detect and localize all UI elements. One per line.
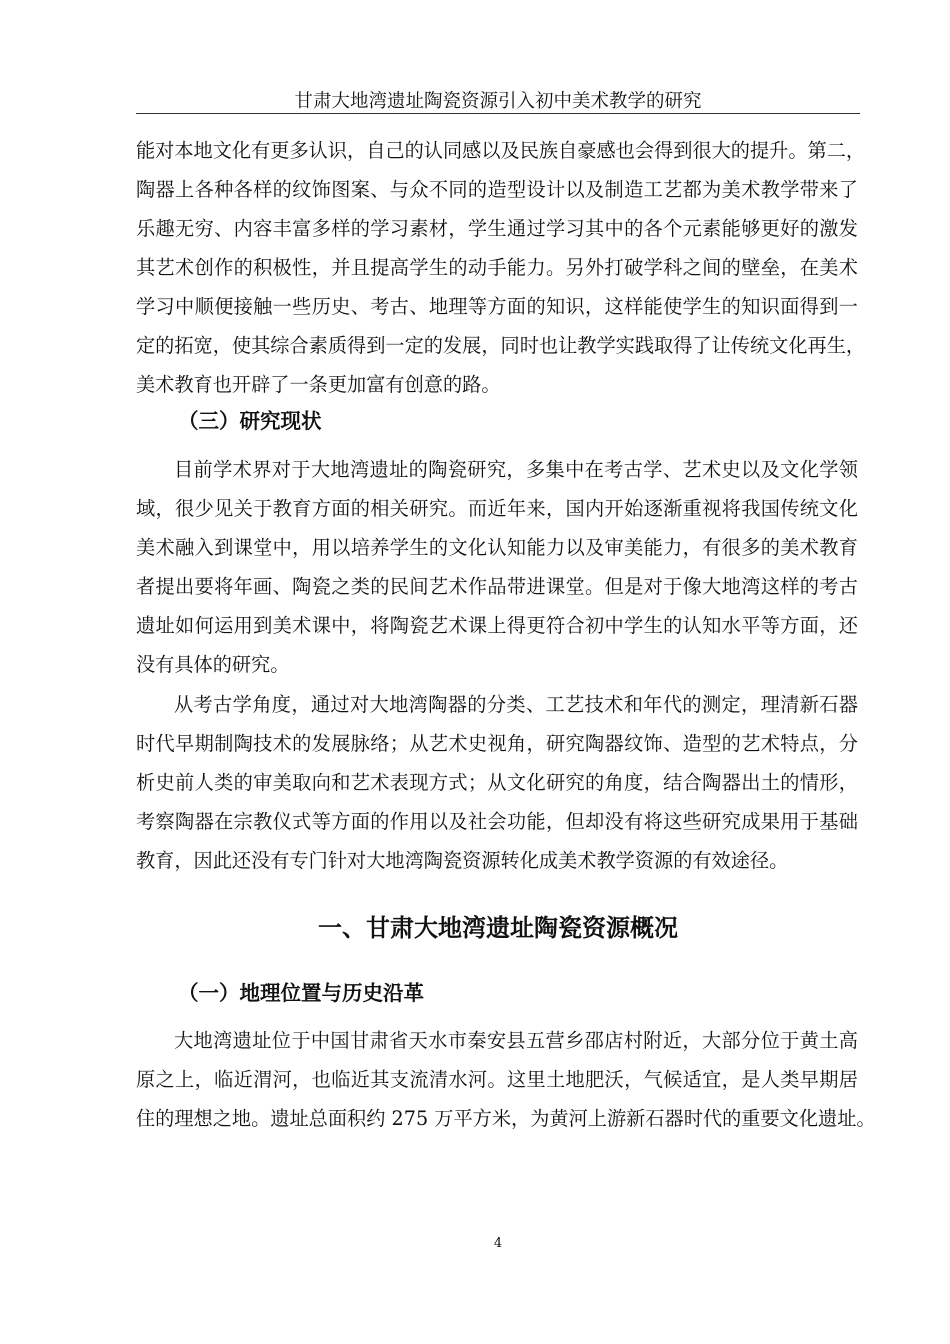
- text-line: 能对本地文化有更多认识，自己的认同感以及民族自豪感也会得到很大的提升。第二，: [136, 139, 866, 162]
- text-line: 学习中顺便接触一些历史、考古、地理等方面的知识，这样能使学生的知识面得到一: [136, 295, 858, 318]
- text-line: 域，很少见关于教育方面的相关研究。而近年来，国内开始逐渐重视将我国传统文化: [136, 497, 858, 520]
- text-line: 原之上，临近渭河，也临近其支流清水河。这里土地肥沃，气候适宜，是人类早期居: [136, 1068, 858, 1091]
- paragraph-3: [136, 685, 858, 880]
- section-heading-geography: （一）地理位置与历史沿革: [178, 981, 424, 1005]
- text-line: 陶器上各种各样的纹饰图案、与众不同的造型设计以及制造工艺都为美术教学带来了: [136, 178, 858, 201]
- running-header: 甘肃大地湾遗址陶瓷资源引入初中美术教学的研究: [294, 91, 702, 112]
- text-line: 大地湾遗址位于中国甘肃省天水市秦安县五营乡邵店村附近，大部分位于黄土高: [174, 1029, 858, 1052]
- section-heading-research-status: （三）研究现状: [178, 409, 322, 433]
- text-line: 析史前人类的审美取向和艺术表现方式；从文化研究的角度，结合陶器出土的情形，: [136, 771, 858, 794]
- text-line: 考察陶器在宗教仪式等方面的作用以及社会功能，但却没有将这些研究成果用于基础: [136, 810, 858, 833]
- text-line: 时代早期制陶技术的发展脉络；从艺术史视角，研究陶器纹饰、造型的艺术特点，分: [136, 732, 858, 755]
- text-line: 住的理想之地。遗址总面积约 275 万平方米，为黄河上游新石器时代的重要文化遗址。: [136, 1107, 876, 1130]
- text-line: 乐趣无穷、内容丰富多样的学习素材，学生通过学习其中的各个元素能够更好的激发: [136, 217, 858, 240]
- text-line: 遗址如何运用到美术课中，将陶瓷艺术课上得更符合初中学生的认知水平等方面，还: [136, 614, 858, 637]
- paragraph-2: [136, 450, 858, 684]
- paragraph-4: [136, 1021, 876, 1138]
- text-line: 其艺术创作的积极性，并且提高学生的动手能力。另外打破学科之间的壁垒，在美术: [136, 256, 858, 279]
- text-line: 没有具体的研究。: [136, 653, 290, 676]
- text-line: 目前学术界对于大地湾遗址的陶瓷研究，多集中在考古学、艺术史以及文化学领: [174, 458, 858, 481]
- text-line: 美术融入到课堂中，用以培养学生的文化认知能力以及审美能力，有很多的美术教育: [136, 536, 858, 559]
- page-number: 4: [493, 1236, 503, 1251]
- text-line: 从考古学角度，通过对大地湾陶器的分类、工艺技术和年代的测定，理清新石器: [174, 693, 858, 716]
- text-line: 教育，因此还没有专门针对大地湾陶瓷资源转化成美术教学资源的有效途径。: [136, 849, 789, 872]
- text-line: 美术教育也开辟了一条更加富有创意的路。: [136, 373, 501, 396]
- header-rule: [136, 113, 860, 114]
- paragraph-1: [136, 131, 866, 404]
- text-line: 者提出要将年画、陶瓷之类的民间艺术作品带进课堂。但是对于像大地湾这样的考古: [136, 575, 858, 598]
- chapter-heading: 一、甘肃大地湾遗址陶瓷资源概况: [318, 914, 678, 942]
- text-line: 定的拓宽，使其综合素质得到一定的发展，同时也让教学实践取得了让传统文化再生，: [136, 334, 866, 357]
